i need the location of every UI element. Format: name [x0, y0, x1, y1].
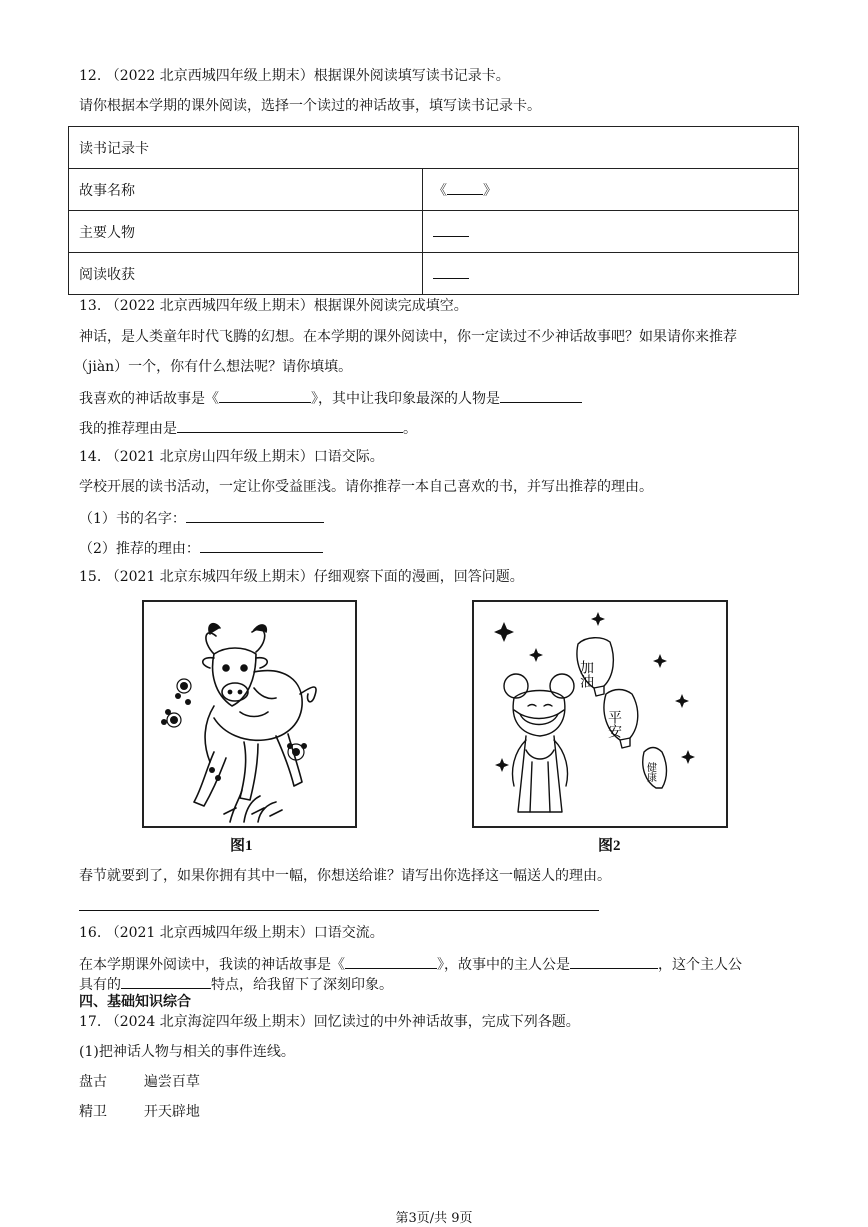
figure-1-caption: 图1 [230, 838, 253, 854]
card-label-reading-gain: 阅读收获 [69, 253, 423, 295]
q16-protagonist-blank[interactable] [570, 954, 658, 969]
q13-line1 [79, 388, 582, 408]
q13-line1-a: 我喜欢的神话故事是《 [79, 391, 219, 407]
book-name-blank[interactable] [186, 508, 324, 523]
q13-line2 [79, 418, 417, 438]
q14-item1-label: （1）书的名字： [79, 511, 186, 527]
card-value-story-name[interactable]: 《 》 [423, 169, 799, 211]
q16-header: 16. （2021 北京西城四年级上期末）口语交流。 [79, 925, 384, 941]
q16-line1-c: ，这个主人公 [658, 957, 742, 973]
q15-answer-line[interactable] [79, 910, 599, 911]
q17-pair-1 [79, 1073, 200, 1091]
page-footer: 第3页/共 9页 [395, 1211, 473, 1226]
q16-trait-blank[interactable] [121, 974, 211, 989]
q17-pair-2 [79, 1103, 200, 1121]
q12-instruction: 请你根据本学期的课外阅读，选择一个读过的神话故事，填写读书记录卡。 [79, 98, 541, 114]
figure-2-girl-lanterns [472, 600, 728, 828]
q16-line1-a: 在本学期课外阅读中，我读的神话故事是《 [79, 957, 345, 973]
q14-header: 14. （2021 北京房山四年级上期末）口语交际。 [79, 449, 384, 465]
recommend-reason-blank[interactable] [177, 418, 403, 433]
q15-question: 春节就要到了，如果你拥有其中一幅，你想送给谁？请写出你选择这一幅送人的理由。 [79, 868, 611, 884]
q14-item1 [79, 508, 324, 528]
q13-line2-b: 。 [403, 421, 417, 437]
figure-1-ox [142, 600, 357, 828]
q17-sub1: (1)把神话人物与相关的事件连线。 [79, 1044, 295, 1060]
q17-person-1[interactable]: 盘古 [79, 1074, 107, 1090]
q17-person-2[interactable]: 精卫 [79, 1104, 107, 1120]
q16-line1-b: 》，故事中的主人公是 [437, 957, 570, 973]
q13-para2: （jiàn）一个，你有什么想法呢？请你填填。 [74, 359, 353, 375]
lantern-2-text: 平安 [606, 710, 622, 738]
reading-record-card [68, 126, 799, 295]
q13-line2-a: 我的推荐理由是 [79, 421, 177, 437]
card-label-story-name: 故事名称 [69, 169, 423, 211]
ox-illustration [144, 602, 355, 826]
girl-lanterns-illustration [474, 602, 726, 826]
q15-header: 15. （2021 北京东城四年级上期末）仔细观察下面的漫画，回答问题。 [79, 569, 524, 585]
q13-line1-b: 》，其中让我印象最深的人物是 [311, 391, 500, 407]
q13-header: 13. （2022 北京西城四年级上期末）根据课外阅读完成填空。 [79, 298, 468, 314]
q16-line2 [79, 974, 393, 994]
q14-item2-label: （2）推荐的理由： [79, 541, 200, 557]
lantern-1-text: 加油 [578, 660, 594, 688]
card-label-main-character: 主要人物 [69, 211, 423, 253]
book-reason-blank[interactable] [200, 538, 323, 553]
q14-para: 学校开展的读书活动，一定让你受益匪浅。请你推荐一本自己喜欢的书，并写出推荐的理由。 [79, 479, 653, 495]
q16-line2-a: 具有的 [79, 977, 121, 993]
q12-header: 12. （2022 北京西城四年级上期末）根据课外阅读填写读书记录卡。 [79, 68, 510, 84]
q13-para1: 神话，是人类童年时代飞腾的幻想。在本学期的课外阅读中，你一定读过不少神话故事吧？如果请你来推荐 [79, 329, 737, 345]
q16-line1 [79, 954, 742, 974]
section-4-title: 四、基础知识综合 [79, 994, 191, 1010]
card-title: 读书记录卡 [69, 127, 799, 169]
card-value-main-character[interactable] [423, 211, 799, 253]
q17-header: 17. （2024 北京海淀四年级上期末）回忆读过的中外神话故事，完成下列各题。 [79, 1014, 580, 1030]
favorite-story-blank[interactable] [219, 388, 311, 403]
q14-item2 [79, 538, 323, 558]
q17-event-1[interactable]: 遍尝百草 [143, 1074, 200, 1090]
impressive-character-blank[interactable] [500, 388, 582, 403]
lantern-3-text: 健康 [644, 762, 656, 782]
figure-2-caption: 图2 [598, 838, 621, 854]
q16-line2-b: 特点，给我留下了深刻印象。 [211, 977, 393, 993]
q17-event-2[interactable]: 开天辟地 [143, 1104, 200, 1120]
card-value-reading-gain[interactable] [423, 253, 799, 295]
q16-story-blank[interactable] [345, 954, 437, 969]
